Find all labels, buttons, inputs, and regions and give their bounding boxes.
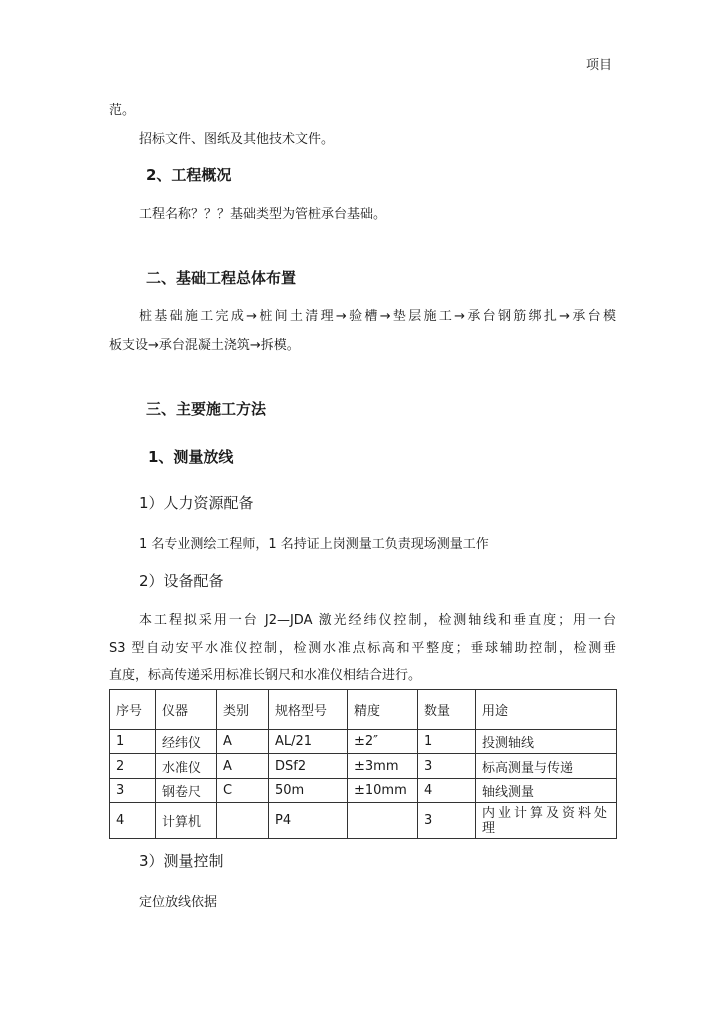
table-cell: 4 (110, 803, 156, 839)
table-header-cell: 仪器 (156, 690, 217, 730)
section-heading: 二、基础工程总体布置 (146, 269, 297, 287)
table-cell: 水准仪 (156, 754, 217, 779)
table-cell: 标高测量与传递 (476, 754, 617, 779)
page-header: 项目 (586, 58, 613, 73)
table-cell: 计算机 (156, 803, 217, 839)
table-cell: A (217, 730, 269, 754)
table-cell: 3 (110, 779, 156, 803)
table-cell: ±10mm (348, 779, 418, 803)
table-header-cell: 规格型号 (269, 690, 348, 730)
table-header-cell: 类别 (217, 690, 269, 730)
table-cell: 1 (418, 730, 476, 754)
table-cell: 投测轴线 (476, 730, 617, 754)
table-header-row (110, 690, 617, 730)
paragraph-text: 桩基础施工完成→桩间土清理→验槽→垫层施工→承台钢筋绑扎→承台模 (139, 309, 616, 324)
paragraph-text: S3 型自动安平水准仪控制，检测水准点标高和平整度；垂球辅助控制，检测垂 (109, 641, 616, 656)
table-cell: P4 (269, 803, 348, 839)
paragraph-text: 定位放线依据 (139, 895, 218, 910)
paragraph-text: 范。 (109, 103, 136, 118)
equipment-table (109, 689, 617, 839)
table-cell: 50m (269, 779, 348, 803)
table-cell: 2 (110, 754, 156, 779)
table-cell: 3 (418, 803, 476, 839)
table-header-cell: 精度 (348, 690, 418, 730)
table-row (110, 803, 617, 839)
paragraph-text: 本工程拟采用一台 J2—JDA 激光经纬仪控制，检测轴线和垂直度；用一台 (139, 613, 616, 628)
table-cell: ±2″ (348, 730, 418, 754)
table-cell: C (217, 779, 269, 803)
table-cell: 内业计算及资料处理 (476, 803, 617, 839)
table-cell: DSf2 (269, 754, 348, 779)
section-heading: 三、主要施工方法 (146, 400, 267, 418)
table-header-cell: 数量 (418, 690, 476, 730)
table-cell: 4 (418, 779, 476, 803)
paragraph-text: 招标文件、图纸及其他技术文件。 (139, 132, 335, 147)
table-cell: 钢卷尺 (156, 779, 217, 803)
table-row (110, 779, 617, 803)
subsection-heading: 2）设备配备 (139, 572, 224, 590)
table-header-cell: 序号 (110, 690, 156, 730)
table-cell: 1 (110, 730, 156, 754)
paragraph-text: 工程名称？？？基础类型为管桩承台基础。 (139, 207, 387, 222)
subsection-heading: 1）人力资源配备 (139, 494, 254, 512)
subsection-heading: 1、测量放线 (148, 448, 234, 466)
subsection-heading: 3）测量控制 (139, 852, 224, 870)
table-header-cell: 用途 (476, 690, 617, 730)
table-cell: AL/21 (269, 730, 348, 754)
paragraph-text: 板支设→承台混凝土浇筑→拆模。 (109, 338, 300, 353)
table-cell: 轴线测量 (476, 779, 617, 803)
table-cell: 3 (418, 754, 476, 779)
table-cell: A (217, 754, 269, 779)
table-row (110, 730, 617, 754)
section-heading: 2、工程概况 (146, 166, 232, 184)
table-cell (348, 803, 418, 839)
paragraph-text: 直度，标高传递采用标准长钢尺和水准仪相结合进行。 (109, 668, 422, 683)
table-cell (217, 803, 269, 839)
table-cell: ±3mm (348, 754, 418, 779)
table-row (110, 754, 617, 779)
paragraph-text: 1 名专业测绘工程师，1 名持证上岗测量工负责现场测量工作 (139, 537, 489, 552)
table-cell: 经纬仪 (156, 730, 217, 754)
